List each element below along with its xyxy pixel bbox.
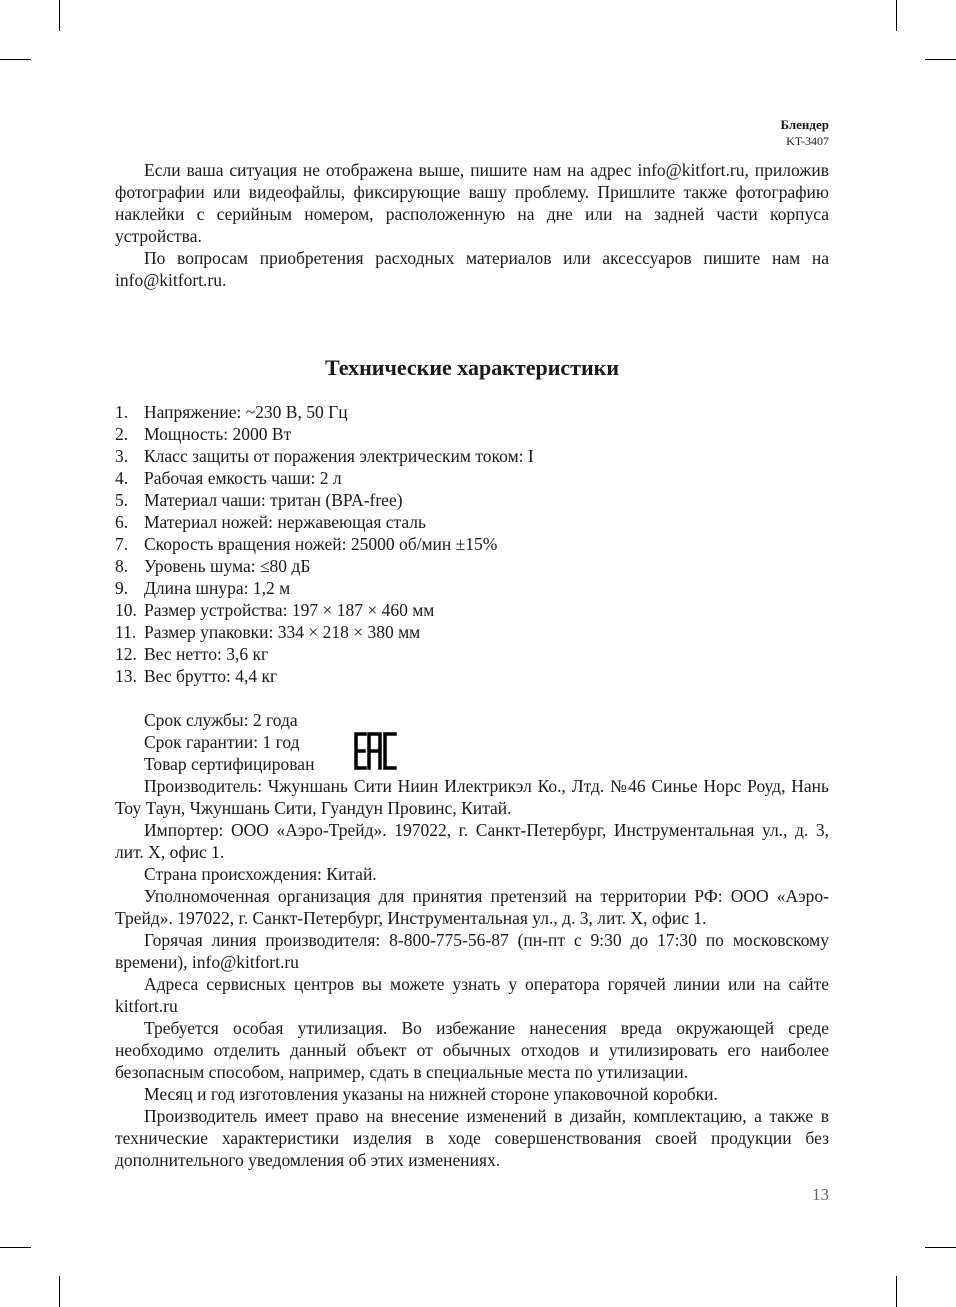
spec-item <box>115 577 534 599</box>
header-product-title: Блендер <box>780 117 829 132</box>
spec-text: Размер устройства: 197 × 187 × 460 мм <box>144 600 435 620</box>
spec-item <box>115 423 534 445</box>
hotline-paragraph: Горячая линия производителя: 8-800-775-56-87 (пн-пт с 9:30 до 17:30 по московскому времени), info@kitfort.ru <box>115 930 829 972</box>
service-life: Срок службы: 2 года <box>144 710 298 730</box>
spec-number: 2. <box>115 424 129 444</box>
spec-text: Вес нетто: 3,6 кг <box>144 644 269 664</box>
crop-mark <box>0 59 31 60</box>
service-info <box>144 709 314 775</box>
page-number: 13 <box>812 1185 829 1204</box>
specs-list <box>115 401 534 687</box>
spec-item <box>115 401 534 423</box>
manufacturer-paragraph: Производитель: Чжуншань Сити Ниин Илектрикэл Ко., Лтд. №46 Синье Норс Роуд, Нань Тоу Таун, Чжуншань Сити, Гуандун Провинс, Китай. <box>115 776 829 818</box>
spec-number: 7. <box>115 534 129 554</box>
warranty-period: Срок гарантии: 1 год <box>144 732 300 752</box>
spec-item <box>115 665 534 687</box>
spec-number: 13. <box>115 666 137 686</box>
spec-number: 12. <box>115 644 137 664</box>
spec-text: Класс защиты от поражения электрическим током: I <box>144 446 534 466</box>
spec-item <box>115 555 534 577</box>
spec-number: 11. <box>115 622 137 642</box>
spec-number: 9. <box>115 578 129 598</box>
spec-text: Материал чаши: тритан (BPA-free) <box>144 490 403 510</box>
spec-text: Уровень шума: ≤80 дБ <box>144 556 311 576</box>
crop-mark <box>925 1247 956 1248</box>
spec-number: 1. <box>115 402 129 422</box>
spec-text: Скорость вращения ножей: 25000 об/мин ±15% <box>144 534 498 554</box>
header-model: KT-3407 <box>786 134 829 148</box>
certification-note: Товар сертифицирован <box>144 754 315 774</box>
country-paragraph: Страна происхождения: Китай. <box>144 864 377 884</box>
spec-item <box>115 621 534 643</box>
intro-paragraph: Если ваша ситуация не отображена выше, пишите нам на адрес info@kitfort.ru, приложив фотографии или видеофайлы, фиксирующие вашу проблему. Пришлите также фотографию наклейки с серийным номером, расположенную на дне или на задней части корпуса устройства. <box>115 160 829 246</box>
changes-disclaimer-paragraph: Производитель имеет право на внесение изменений в дизайн, комплектацию, а также в технические характеристики изделия в ходе совершенствования своей продукции без дополнительного уведомления об этих изменениях. <box>115 1106 829 1170</box>
spec-number: 10. <box>115 600 137 620</box>
authorized-org-paragraph: Уполномоченная организация для принятия претензий на территории РФ: ООО «Аэро-Трейд». 197022, г. Санкт-Петербург, Инструментальная ул., д. 3, лит. Х, офис 1. <box>115 886 829 928</box>
intro-paragraph: По вопросам приобретения расходных материалов или аксессуаров пишите нам на info@kitfort.ru. <box>115 248 829 290</box>
spec-item <box>115 643 534 665</box>
spec-text: Материал ножей: нержавеющая сталь <box>144 512 427 532</box>
spec-item <box>115 599 534 621</box>
spec-item <box>115 533 534 555</box>
spec-number: 5. <box>115 490 129 510</box>
spec-text: Вес брутто: 4,4 кг <box>144 666 278 686</box>
manufacture-date-paragraph: Месяц и год изготовления указаны на нижней стороне упаковочной коробки. <box>144 1084 718 1104</box>
spec-text: Напряжение: ~230 В, 50 Гц <box>144 402 348 422</box>
crop-mark <box>59 1276 60 1307</box>
spec-text: Рабочая емкость чаши: 2 л <box>144 468 342 488</box>
spec-text: Длина шнура: 1,2 м <box>144 578 291 598</box>
spec-item <box>115 511 534 533</box>
spec-number: 8. <box>115 556 129 576</box>
section-title: Технические характеристики <box>324 355 620 380</box>
spec-number: 4. <box>115 468 129 488</box>
company-info-section <box>115 775 829 1171</box>
crop-mark <box>896 1276 897 1307</box>
page-header <box>780 117 829 149</box>
spec-text: Мощность: 2000 Вт <box>144 424 292 444</box>
spec-item <box>115 445 534 467</box>
intro-section <box>115 159 829 291</box>
spec-number: 3. <box>115 446 129 466</box>
service-centers-paragraph: Адреса сервисных центров вы можете узнать у оператора горячей линии или на сайте kitfort.ru <box>115 974 829 1016</box>
crop-mark <box>896 0 897 31</box>
spec-item <box>115 467 534 489</box>
spec-item <box>115 489 534 511</box>
disposal-paragraph: Требуется особая утилизация. Во избежание нанесения вреда окружающей среде необходимо отделить данный объект от обычных отходов и утилизировать его наиболее безопасным способом, например, сдать в специальные места по утилизации. <box>115 1018 829 1082</box>
importer-paragraph: Импортер: ООО «Аэро-Трейд». 197022, г. Санкт-Петербург, Инструментальная ул., д. 3, лит. Х, офис 1. <box>115 820 829 862</box>
crop-mark <box>925 59 956 60</box>
spec-text: Размер упаковки: 334 × 218 × 380 мм <box>144 622 421 642</box>
crop-mark <box>59 0 60 31</box>
crop-mark <box>0 1247 31 1248</box>
spec-number: 6. <box>115 512 129 532</box>
eac-mark-icon <box>354 732 398 770</box>
